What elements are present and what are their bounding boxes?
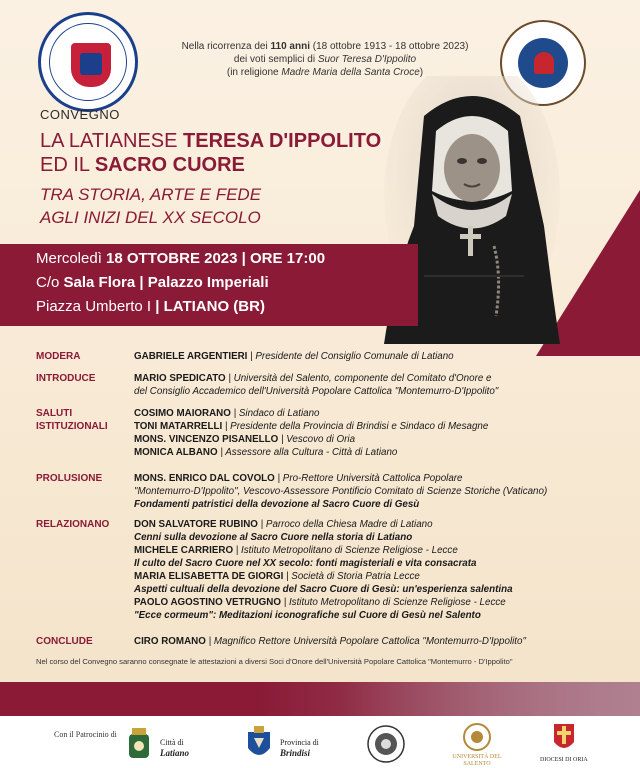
title-2-pre: ED IL xyxy=(40,154,95,176)
talk-title: Fondamenti patristici della devozione al Sacro Cuore di Gesù xyxy=(134,499,420,510)
program-speakers xyxy=(134,372,614,398)
main-title xyxy=(40,129,381,177)
speaker-name: GABRIELE ARGENTIERI xyxy=(134,351,248,362)
talk-title: "Ecce cormeum": Meditazioni iconografiche sul Cuore di Gesù nel Salento xyxy=(134,610,481,621)
speaker-line xyxy=(134,472,614,485)
intro-3-pre: (in religione xyxy=(226,67,282,78)
speaker-line xyxy=(134,544,614,557)
speaker-name: DON SALVATORE RUBINO xyxy=(134,519,258,530)
latiano-line-1: Città di xyxy=(160,738,184,747)
diocese-oria-crest-icon xyxy=(546,720,582,756)
speaker-name: MONS. VINCENZO PISANELLO xyxy=(134,434,279,445)
speaker-role: | Università del Salento, componente del Comitato d'Onore e xyxy=(225,373,492,384)
speaker-role: | Vescovo di Oria xyxy=(278,434,356,445)
speaker-line xyxy=(134,557,614,570)
unisalento-line-1: UNIVERSITÀ xyxy=(452,754,489,760)
program-speakers xyxy=(134,350,614,363)
oria-logo-text: DIOCESI DI ORIA xyxy=(540,757,588,763)
speaker-line xyxy=(134,570,614,583)
footer-band-fade xyxy=(340,682,640,716)
seal-shield-icon xyxy=(71,43,111,87)
speaker-line xyxy=(134,433,614,446)
subtitle-line-1: TRA STORIA, ARTE E FEDE xyxy=(40,185,262,204)
program-role-label xyxy=(36,635,93,648)
program-speakers xyxy=(134,472,614,511)
brindisi-logo-text xyxy=(280,738,319,759)
title-2-bold: SACRO CUORE xyxy=(94,154,245,176)
speaker-line xyxy=(134,485,614,498)
speaker-name: MARIO SPEDICATO xyxy=(134,373,226,384)
speaker-role: | Magnifico Rettore Università Popolare Cattolica "Montemurro-D'Ippolito" xyxy=(205,636,526,647)
talk-title: Aspetti cultuali della devozione del Sacro Cuore di Gesù: un'esperienza salentina xyxy=(134,584,513,595)
intro-line-1 xyxy=(160,40,490,53)
intro-2-italic: Suor Teresa D'Ippolito xyxy=(317,54,417,65)
speaker-line xyxy=(134,583,614,596)
latiano-line-2: Latiano xyxy=(160,748,190,758)
title-line-2 xyxy=(40,153,381,177)
brindisi-line-1: Provincia di xyxy=(280,738,319,747)
subtitle-line-2: AGLI INIZI DEL XX SECOLO xyxy=(40,208,261,227)
speaker-role: | Assessore alla Cultura - Città di Latiano xyxy=(217,447,398,458)
speaker-line xyxy=(134,609,614,622)
event-date-line xyxy=(36,250,325,267)
subtitle xyxy=(40,183,261,229)
speaker-line xyxy=(134,420,614,433)
program-role-label xyxy=(36,518,109,531)
role-label-line: SALUTI xyxy=(36,408,73,419)
intro-3-post: ) xyxy=(419,67,424,78)
speaker-role: | Società di Storia Patria Lecce xyxy=(283,571,420,582)
patronage-footer xyxy=(0,716,640,768)
speaker-line xyxy=(134,407,614,420)
unisalento-emblem-icon xyxy=(460,722,494,752)
intro-line-2 xyxy=(160,53,490,66)
speaker-line xyxy=(134,596,614,609)
program-role-label xyxy=(36,407,108,433)
speaker-name: MARIA ELISABETTA DE GIORGI xyxy=(134,571,284,582)
program-speakers xyxy=(134,518,614,622)
speaker-name: TONI MATARRELLI xyxy=(134,421,223,432)
intro-2-pre: dei voti semplici di xyxy=(233,54,318,65)
program-role-label xyxy=(36,350,80,363)
convegno-label: CONVEGNO xyxy=(40,107,120,122)
speaker-role: | Presidente della Provincia di Brindisi e Sindaco di Mesagne xyxy=(222,421,489,432)
talk-title: Cenni sulla devozione al Sacro Cuore nella storia di Latiano xyxy=(134,532,413,543)
speaker-line xyxy=(134,635,614,648)
venue-prefix: C/o xyxy=(36,274,64,291)
speaker-name: MICHELE CARRIERO xyxy=(134,545,234,556)
speaker-line xyxy=(134,531,614,544)
speaker-line xyxy=(134,350,614,363)
speaker-line xyxy=(134,498,614,511)
intro-1-pre: Nella ricorrenza dei xyxy=(181,41,271,52)
speaker-role: del Consiglio Accademico dell'Università Popolare Cattolica "Montemurro-D'Ippolito" xyxy=(134,386,499,397)
address-prefix: Piazza Umberto I xyxy=(36,298,156,315)
role-label-line: MODERA xyxy=(36,351,81,362)
speaker-role: | Istituto Metropolitano di Scienze Religiose - Lecce xyxy=(280,597,506,608)
latiano-crest-icon xyxy=(124,726,154,764)
speaker-name: COSIMO MAIORANO xyxy=(134,408,231,419)
title-1-pre: LA LATIANESE xyxy=(40,130,184,152)
role-label-line: CONCLUDE xyxy=(36,636,93,647)
title-1-bold: TERESA D'IPPOLITO xyxy=(183,130,382,152)
event-date: 18 OTTOBRE 2023 | ORE 17:00 xyxy=(106,250,326,267)
event-venue: Sala Flora | Palazzo Imperiali xyxy=(63,274,269,291)
intro-3-italic: Madre Maria della Santa Croce xyxy=(281,67,420,78)
speaker-name: MONS. ENRICO DAL COVOLO xyxy=(134,473,275,484)
brindisi-line-2: Brindisi xyxy=(280,748,311,758)
unisalento-logo-text xyxy=(452,754,502,768)
speaker-role: | Pro-Rettore Università Cattolica Popolare xyxy=(274,473,463,484)
role-label-line: ISTITUZIONALI xyxy=(36,421,108,432)
intro-1-post: (18 ottobre 1913 - 18 ottobre 2023) xyxy=(309,41,469,52)
program-role-label xyxy=(36,372,95,385)
speaker-line xyxy=(134,518,614,531)
speaker-line xyxy=(134,446,614,459)
intro-1-bold: 110 anni xyxy=(270,41,310,52)
role-label-line: PROLUSIONE xyxy=(36,473,103,484)
sacred-heart-icon xyxy=(534,52,554,74)
event-venue-line xyxy=(36,274,269,291)
storia-patria-seal-icon xyxy=(366,724,406,764)
unisalento-line-2: DEL SALENTO xyxy=(463,754,502,767)
closing-note: Nel corso del Convegno saranno consegnate le attestazioni a diversi Soci d'Onore dell'Università Popolare Cattolica "Montemurro - D'Ippolito" xyxy=(36,657,513,666)
program-speakers xyxy=(134,635,614,648)
speaker-name: MONICA ALBANO xyxy=(134,447,218,458)
footer-band xyxy=(0,682,640,716)
speaker-role: | Istituto Metropolitano di Scienze Religiose - Lecce xyxy=(233,545,458,556)
speaker-role: | Sindaco di Latiano xyxy=(230,408,320,419)
university-seal-logo xyxy=(38,12,138,112)
role-label-line: INTRODUCE xyxy=(36,373,96,384)
speaker-role: "Montemurro-D'Ippolito", Vescovo-Assessore Pontificio Comitato di Scienze Storiche (Vaticano) xyxy=(134,486,548,497)
patronage-label: Con il Patrocinio di xyxy=(54,730,117,739)
title-line-1 xyxy=(40,129,381,153)
event-day: Mercoledì xyxy=(36,250,107,267)
speaker-name: PAOLO AGOSTINO VETRUGNO xyxy=(134,597,281,608)
role-label-line: RELAZIONANO xyxy=(36,519,110,530)
event-address-line xyxy=(36,298,265,315)
event-address: | LATIANO (BR) xyxy=(155,298,265,315)
program-speakers xyxy=(134,407,614,459)
program-role-label xyxy=(36,472,102,485)
talk-title: Il culto del Sacro Cuore nel XX secolo: fonti magisteriali e vita consacrata xyxy=(134,558,477,569)
speaker-line xyxy=(134,372,614,385)
speaker-line xyxy=(134,385,614,398)
speaker-role: | Presidente del Consiglio Comunale di Latiano xyxy=(247,351,454,362)
intro-text xyxy=(160,40,490,79)
brindisi-crest-icon xyxy=(244,726,274,764)
speaker-role: | Parroco della Chiesa Madre di Latiano xyxy=(257,519,433,530)
speaker-name: CIRO ROMANO xyxy=(134,636,206,647)
latiano-logo-text xyxy=(160,738,189,759)
